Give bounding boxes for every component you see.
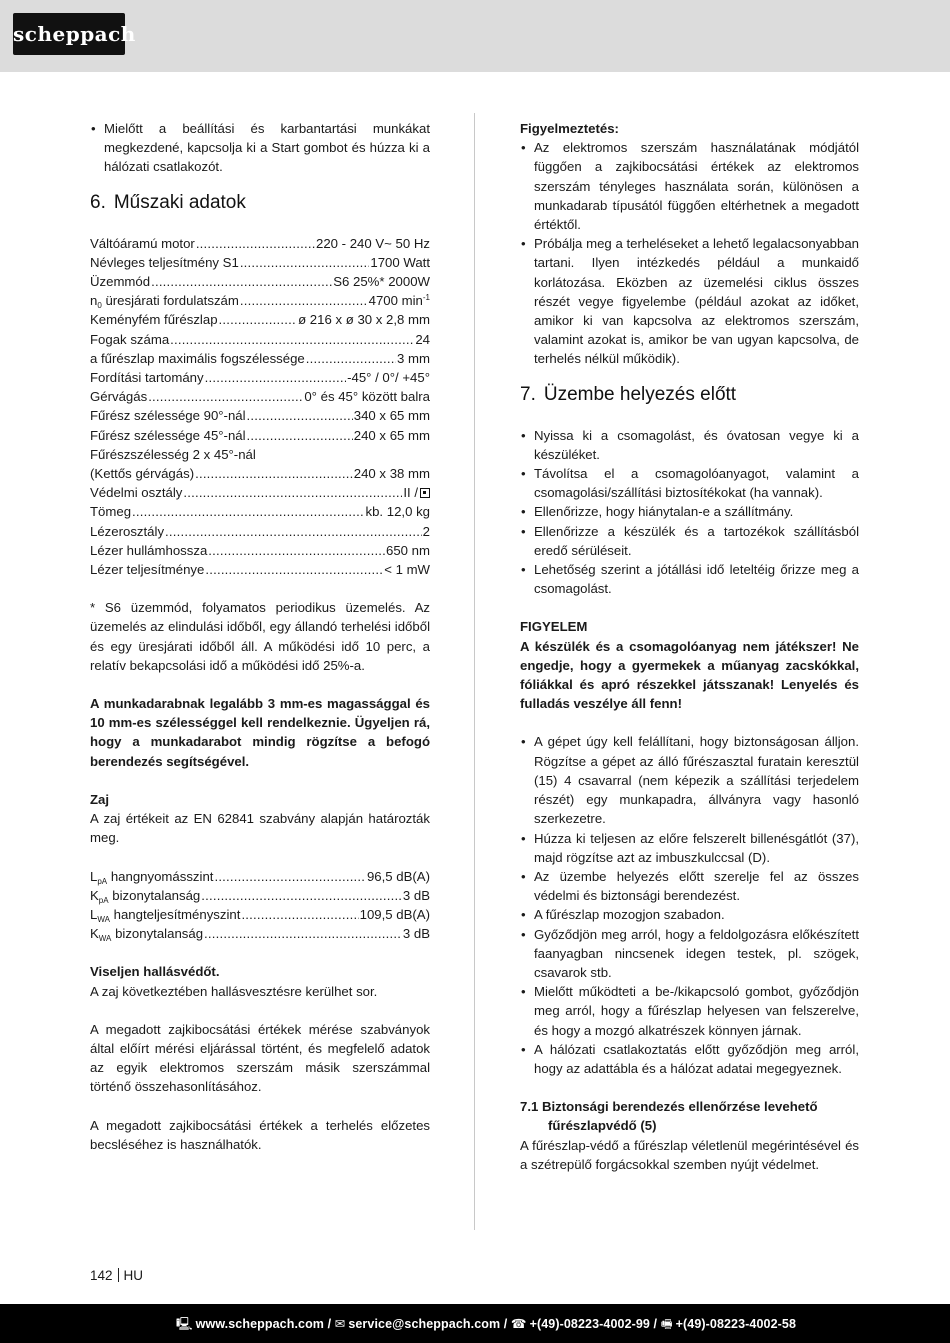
noise-title: Zaj: [90, 791, 110, 807]
list-item: • Mielőtt a beállítási és karbantartási munkákat megkezdené, kapcsolja ki a Start gombot és húzza ki a hálózati csatlakozót.: [90, 119, 430, 177]
spec-row: Lézerosztály ..... 2: [90, 522, 430, 541]
setup-list: [520, 732, 859, 1078]
page-number: 142 HU: [90, 1268, 144, 1283]
spec-row: Lézer teljesítménye ..... < 1 mW: [90, 560, 430, 579]
spec-row: Védelmi osztály ..... II /: [90, 483, 430, 502]
warning-title: Figyelmeztetés:: [520, 121, 619, 136]
intro-list: [90, 119, 430, 177]
spec-row: Névleges teljesítmény S1 ..... 1700 Watt: [90, 253, 430, 272]
noise-row: $K_{WA}$ bizonytalanság ..... 3 dB: [90, 924, 430, 943]
fax-icon: 🖷: [660, 1317, 673, 1331]
spec-row: a fűrészlap maximális fogszélessége ..... 3 mm: [90, 349, 430, 368]
list-item: • A fűrészlap mozogjon szabadon.: [520, 905, 859, 924]
list-item: • Próbálja meg a terheléseket a lehető legalacsonyabban tartani. Ilyen intézkedés például a munkaidő korlátozása. Eközben az üzemelési ciklus összes részét vegye figyelembe (például azokat az időket, amikor ki van kapcsolva az elektromos szerszám, valamint azokat is, amikor be van ugyan kapcsolva, de terhelés nélkül működik).: [520, 234, 859, 368]
subsection-7-1-title: 7.1 Biztonsági berendezés ellenőrzése levehető fűrészlapvédő (5): [520, 1099, 818, 1134]
spec-row: Gérvágás ..... 0° és 45° között balra: [90, 387, 430, 406]
protection-class-ii-icon: [420, 488, 430, 498]
section-heading-6: 6. Műszaki adatok: [90, 191, 246, 213]
spec-row: (Kettős gérvágás) ..... 240 x 38 mm: [90, 464, 430, 483]
list-item: • Húzza ki teljesen az előre felszerelt billenésgátlót (37), majd rögzítse azt az imbuszkulccsal (D).: [520, 829, 859, 867]
spec-row: Fűrész szélessége 90°-nál ..... 340 x 65 mm: [90, 406, 430, 425]
spec-row: Keményfém fűrészlap ..... ø 216 x ø 30 x 2,8 mm: [90, 310, 430, 329]
estimate-text: A megadott zajkibocsátási értékek a terhelés előzetes becsléséhez is használhatók.: [90, 1117, 430, 1152]
spec-row: Fűrész szélessége 45°-nál ..... 240 x 65 mm: [90, 426, 430, 445]
footer-fax: +(49)-08223-4002-58: [675, 1317, 796, 1331]
attention-title: FIGYELEM: [520, 619, 588, 635]
spec-row: [90, 291, 430, 310]
column-divider: [474, 113, 475, 1230]
section-heading-7: 7. Üzembe helyezés előtt: [520, 383, 737, 405]
hearing-text: A zaj következtében hallásvesztésre kerülhet sor.: [90, 983, 378, 999]
footer-email-link[interactable]: service@scheppach.com: [348, 1317, 501, 1331]
spec-row: Tömeg ..... kb. 12,0 kg: [90, 502, 430, 521]
spec-row: Fordítási tartomány ..... -45° / 0°/ +45°: [90, 368, 430, 387]
footer-web-link[interactable]: www.scheppach.com: [195, 1317, 325, 1331]
computer-icon: 🖳: [175, 1317, 193, 1331]
list-item: • Az elektromos szerszám használatának módjától függően a zajkibocsátási értékek az elektromos szerszám tényleges használata során, különösen a munkadarab típusától függően eltérhetnek a megadott értéktől.: [520, 138, 859, 234]
unpack-list: [520, 426, 859, 599]
list-item: • Nyissa ki a csomagolást, és óvatosan vegye ki a készüléket.: [520, 426, 859, 464]
noise-row: $K_{pA}$ bizonytalanság ..... 3 dB: [90, 886, 430, 905]
list-item: • A gépet úgy kell felállítani, hogy biztonságosan álljon. Rögzítse a gépet az álló fűrészasztal furatain keresztül (15) 4 csavarral (nem képezik a szállítási terjedelem részét) egy munkapadra, állványra vagy hasonló szerkezetre.: [520, 732, 859, 828]
footer-phone: +(49)-08223-4002-99: [529, 1317, 650, 1331]
hearing-title: Viseljen hallásvédőt.: [90, 964, 220, 980]
s6-footnote: * S6 üzemmód, folyamatos periodikus üzemelés. Az üzemelés az elindulási időből, egy állandó terhelési időből és egy üresjárati időből áll. A működési idő 10 perc, a relatív bekapcsolási idő a működési idő 25%-a.: [90, 600, 430, 673]
list-item: • Győződjön meg arról, hogy a feldolgozásra előkészített faanyagban nincsenek idegen testek, pl. szögek, csavarok stb.: [520, 925, 859, 983]
attention-text: A készülék és a csomagolóanyag nem játékszer! Ne engedje, hogy a gyermekek a műanyag zacskókkal, fóliákkal és apró részekkel játsszanak! Lenyelés és fulladás veszélye áll fenn!: [520, 638, 859, 712]
spec-list: [90, 234, 430, 580]
list-item: • Lehetőség szerint a jótállási idő leteltéig őrizze meg a csomagolást.: [520, 560, 859, 598]
spec-value-rpm: 4700 $\min^{-1}$: [368, 293, 430, 309]
noise-row: $L_{pA}$ hangnyomásszint ..... 96,5 dB(A): [90, 867, 430, 886]
workpiece-note: A munkadarabnak legalább 3 mm-es magassággal és 10 mm-es szélességgel kell rendelkeznie. Ügyeljen rá, hogy a munkadarabot mindig rögzítse a befogó berendezés segítségével.: [90, 696, 430, 769]
list-item: • Mielőtt működteti a be-/kikapcsoló gombot, győződjön meg arról, hogy a fűrészlap helyesen van felszerelve, és hogy a mozgó alkatrészek könnyen járnak.: [520, 982, 859, 1040]
brand-logo: scheppach: [13, 13, 125, 55]
list-item: • A hálózati csatlakoztatás előtt győződjön meg arról, hogy az adattábla és a hálózat adatai megegyeznek.: [520, 1040, 859, 1078]
list-item: • Ellenőrizze a készülék és a tartozékok szállításból eredő sérüléseit.: [520, 522, 859, 560]
list-item: • Ellenőrizze, hogy hiánytalan-e a szállítmány.: [520, 502, 859, 521]
right-column: [520, 119, 859, 1174]
warning-list: [520, 138, 859, 368]
header-bar: [0, 0, 950, 72]
spec-row: Fogak száma ..... 24: [90, 330, 430, 349]
left-column: [90, 119, 430, 1154]
spec-row: Üzemmód ..... S6 25%* 2000W: [90, 272, 430, 291]
noise-intro: A zaj értékeit az EN 62841 szabvány alapján határozták meg.: [90, 811, 430, 846]
spec-row: Lézer hullámhossza ..... 650 nm: [90, 541, 430, 560]
measure-text: A megadott zajkibocsátási értékek mérése szabványok által előírt mérési eljárással történt, és megfelelő adatok az egyik elektromos szerszám másik szerszámmal történő összehasonlításához.: [90, 1021, 430, 1095]
phone-icon: ☎: [510, 1317, 527, 1331]
mail-icon: ✉: [334, 1317, 346, 1331]
list-item: • Távolítsa el a csomagolóanyagot, valamint a csomagolási/szállítási biztosítékokat (ha vannak).: [520, 464, 859, 502]
subsection-7-1-text: A fűrészlap-védő a fűrészlap véletlenül megérintésével és a szétrepülő forgácsokkal szemben nyújt védelmet.: [520, 1137, 859, 1172]
noise-spec-list: [90, 867, 430, 944]
footer-bar: 🖳 www.scheppach.com / ✉ service@scheppach.com / ☎ +(49)-08223-4002-99 / 🖷 +(49)-08223-4002-58: [0, 1304, 950, 1343]
list-item: • Az üzembe helyezés előtt szerelje fel az összes védelmi és biztonsági berendezést.: [520, 867, 859, 905]
spec-row: Váltóáramú motor ..... 220 - 240 V~ 50 Hz: [90, 234, 430, 253]
noise-row: $L_{WA}$ hangteljesítményszint ..... 109,5 dB(A): [90, 905, 430, 924]
spec-row: Fűrészszélesség 2 x 45°-nál: [90, 446, 256, 462]
spec-label-n0: $n_0$ üresjárati fordulatszám: [90, 293, 239, 311]
